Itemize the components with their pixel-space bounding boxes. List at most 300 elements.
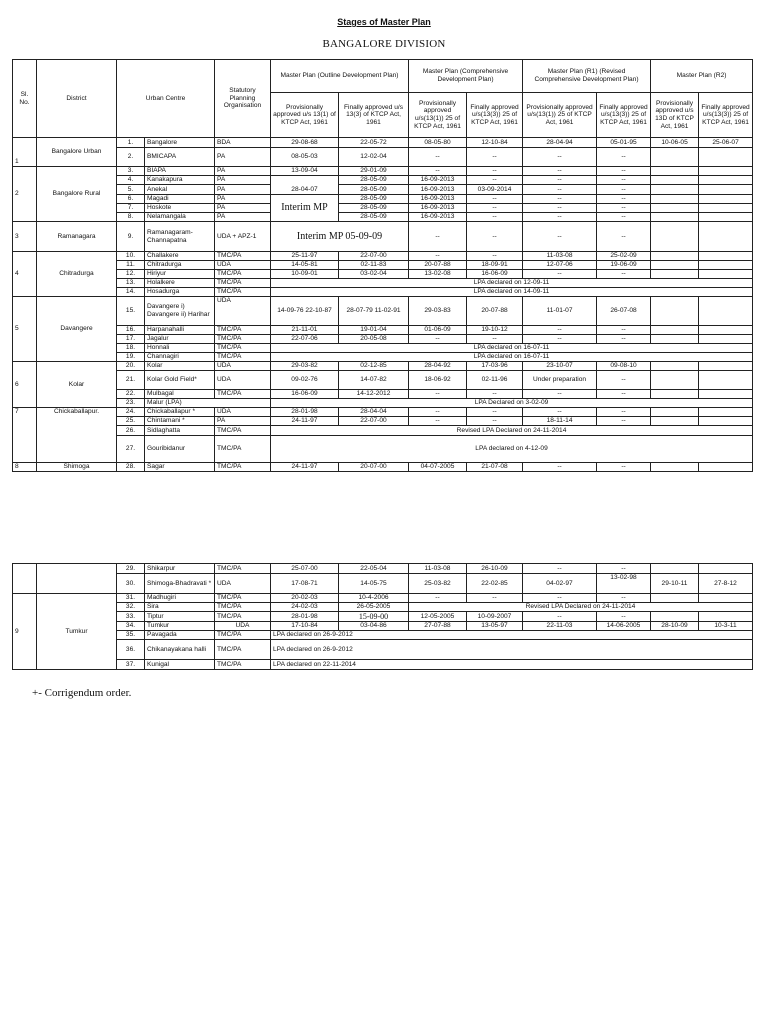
table-cell: 14-05-81 (271, 261, 339, 270)
table-cell (699, 195, 753, 204)
table-cell: -- (409, 417, 467, 426)
table-cell: TMC/PA (215, 344, 271, 353)
table-cell: 13. (117, 279, 145, 288)
table-row (13, 371, 753, 390)
table-cell: -- (409, 252, 467, 261)
table-cell: 03-04-86 (339, 622, 409, 631)
table-cell: 16-09-2013 (409, 204, 467, 213)
table-cell: TMC/PA (215, 353, 271, 362)
table-cell: -- (409, 390, 467, 399)
table-cell: 20. (117, 362, 145, 371)
table-cell: 35. (117, 631, 145, 640)
table-row (13, 564, 753, 574)
table-cell: 08-05-03 (271, 148, 339, 167)
lpa-note: LPA declared on 14-09-11 (271, 288, 753, 297)
table-cell: UDA (215, 362, 271, 371)
table-cell: TMC/PA (215, 279, 271, 288)
table-cell (651, 252, 699, 261)
table-cell: Nelamangala (145, 213, 215, 222)
table-cell: 04-07-2005 (409, 463, 467, 472)
header-mp-r2: Master Plan (R2) (651, 60, 753, 93)
table-cell (699, 335, 753, 344)
district-name: Chickaballapur. (37, 408, 117, 463)
table-cell: 29-10-11 (651, 574, 699, 594)
table-cell: 25-11-97 (271, 252, 339, 261)
table-cell: -- (523, 185, 597, 195)
table-cell (37, 564, 117, 594)
table-cell: 28-10-09 (651, 622, 699, 631)
table-cell: 27-8-12 (699, 574, 753, 594)
table-cell: 28-04-92 (409, 362, 467, 371)
table-cell (651, 297, 699, 326)
table-cell: 09-02-76 (271, 371, 339, 390)
table-cell: 16-06-09 (271, 390, 339, 399)
table-cell: 23. (117, 399, 145, 408)
table-cell: Kolar (145, 362, 215, 371)
table-cell: Bangalore (145, 138, 215, 148)
table-cell: 26-07-08 (597, 297, 651, 326)
table-cell (651, 213, 699, 222)
table-cell: TMC/PA (215, 288, 271, 297)
table-cell: -- (467, 408, 523, 417)
table-cell: Kunigal (145, 660, 215, 670)
table-cell: -- (597, 408, 651, 417)
lpa-note: LPA declared on 16-07-11 (271, 353, 753, 362)
table-cell: UDA (215, 574, 271, 594)
table-cell: TMC/PA (215, 640, 271, 660)
table-cell: Sira (145, 603, 215, 612)
header-urban-centre: Urban Centre (117, 60, 215, 138)
table-cell: 36. (117, 640, 145, 660)
table-cell: PA (215, 195, 271, 204)
table-cell: 20-07-00 (339, 463, 409, 472)
table-cell: Harpanahalli (145, 326, 215, 335)
table-cell: 12-07-06 (523, 261, 597, 270)
table-cell: 16-06-09 (467, 270, 523, 279)
table-row (13, 631, 753, 640)
table-row (13, 138, 753, 148)
table-row (13, 261, 753, 270)
table-cell: 27-07-88 (409, 622, 467, 631)
page-title: Stages of Master Plan (337, 17, 431, 27)
table-cell: 37. (117, 660, 145, 670)
table-cell: 6. (117, 195, 145, 204)
table-cell: Tiptur (145, 612, 215, 622)
table-cell: 22-07-00 (339, 417, 409, 426)
table-cell: 14-07-82 (339, 371, 409, 390)
table-cell (699, 270, 753, 279)
table-cell (699, 408, 753, 417)
table-cell: Hiriyur (145, 270, 215, 279)
table-cell (699, 213, 753, 222)
table-cell (651, 222, 699, 252)
table-cell: -- (467, 252, 523, 261)
table-row (13, 252, 753, 261)
division-heading: BANGALORE DIVISION (322, 38, 446, 50)
table-cell: PA (215, 204, 271, 213)
table-cell: -- (467, 167, 523, 176)
table-cell: 20-07-88 (409, 261, 467, 270)
table-cell: 22-07-06 (271, 335, 339, 344)
table-cell: 16-09-2013 (409, 213, 467, 222)
table-cell: 08-05-80 (409, 138, 467, 148)
table-cell: UDA + APZ-1 (215, 222, 271, 252)
table-row (13, 204, 753, 213)
table-cell: -- (523, 408, 597, 417)
table-cell (651, 167, 699, 176)
table-cell: -- (467, 213, 523, 222)
table-cell: 14. (117, 288, 145, 297)
table-cell: 18-09-91 (467, 261, 523, 270)
table-row (13, 176, 753, 185)
table-cell: 9. (117, 222, 145, 252)
table-cell: 22-07-00 (339, 252, 409, 261)
table-cell: -- (597, 612, 651, 622)
table-cell: -- (409, 222, 467, 252)
table-cell (651, 195, 699, 204)
table-cell: 29. (117, 564, 145, 574)
table-cell: 22. (117, 390, 145, 399)
table-cell (699, 371, 753, 390)
table-cell: PA (215, 176, 271, 185)
table-cell: Hosadurga (145, 288, 215, 297)
table-cell (651, 408, 699, 417)
table-cell: UDA (215, 622, 271, 631)
table-cell: Chitradurga (145, 261, 215, 270)
table-cell: BDA (215, 138, 271, 148)
table-cell: PA (215, 167, 271, 176)
table-cell: 13-05-97 (467, 622, 523, 631)
table-cell: 28-01-98 (271, 408, 339, 417)
table-cell (651, 371, 699, 390)
district-name: Tumkur (37, 594, 117, 670)
table-cell (651, 204, 699, 213)
district-name: Chitradurga (37, 252, 117, 297)
table-cell: 28-04-07 (271, 176, 339, 195)
table-cell: Jagalur (145, 335, 215, 344)
table-cell: 12-10-84 (467, 138, 523, 148)
table-cell (699, 185, 753, 195)
table-cell (699, 463, 753, 472)
table-cell: Pavagada (145, 631, 215, 640)
table-cell: TMC/PA (215, 564, 271, 574)
table-cell: Shikarpur (145, 564, 215, 574)
table-cell (651, 564, 699, 574)
table-cell: 16-09-2013 (409, 176, 467, 185)
table-cell: Ramanagaram-Channapatna (145, 222, 215, 252)
table-cell: 13-02-08 (409, 270, 467, 279)
table-row (13, 270, 753, 279)
table-cell: -- (597, 335, 651, 344)
table-cell: 19-10-12 (467, 326, 523, 335)
header-mp-cdp: Master Plan (Comprehensive Development Plan) (409, 60, 523, 93)
table-cell: 20-05-08 (339, 335, 409, 344)
district-name: Davangere (37, 297, 117, 362)
table-cell: 10-06-05 (651, 138, 699, 148)
table-cell: 33. (117, 612, 145, 622)
lpa-note: LPA declared on 4-12-09 (271, 436, 753, 463)
table-cell: 12-05-2005 (409, 612, 467, 622)
table-cell: -- (597, 417, 651, 426)
lpa-note: LPA Declared on 3-02-09 (271, 399, 753, 408)
table-cell: Gouribidanur (145, 436, 215, 463)
table-cell: 28-05-09 (339, 204, 409, 213)
table-cell: Malur (LPA) (145, 399, 271, 408)
table-cell: -- (597, 222, 651, 252)
table-cell: 29-01-09 (339, 167, 409, 176)
table-cell: 11-03-08 (523, 252, 597, 261)
table-row (13, 167, 753, 176)
table-cell: 34. (117, 622, 145, 631)
table-cell: 26-05-2005 (339, 603, 409, 612)
table-cell: 14-06-2005 (597, 622, 651, 631)
table-cell (699, 612, 753, 622)
table-cell: 20-07-88 (467, 297, 523, 326)
table-cell (651, 176, 699, 185)
table-cell: 03-09-2014 (467, 185, 523, 195)
table-cell (651, 362, 699, 371)
table-cell: 3. (117, 167, 145, 176)
table-cell: 18-11-14 (523, 417, 597, 426)
table-cell: 22-11-03 (523, 622, 597, 631)
table-cell: PA (215, 213, 271, 222)
table-cell: -- (523, 335, 597, 344)
table-row (13, 297, 753, 326)
table-cell (651, 270, 699, 279)
table-cell: -- (597, 594, 651, 603)
table-cell (699, 326, 753, 335)
header-r1-final: Finally approved u/s(13(3)) 25 of KTCP Act, 1961 (597, 93, 651, 138)
table-cell: TMC/PA (215, 335, 271, 344)
table-cell: 10-09-2007 (467, 612, 523, 622)
table-row (13, 436, 753, 463)
table-cell (13, 564, 37, 594)
table-cell (651, 612, 699, 622)
table-cell: UDA (215, 408, 271, 417)
table-cell: -- (597, 326, 651, 335)
table-row (13, 463, 753, 472)
table-cell: -- (597, 390, 651, 399)
table-cell: 13-02-98 (597, 574, 651, 594)
table-cell (699, 261, 753, 270)
table-cell: -- (467, 176, 523, 185)
table-cell: TMC/PA (215, 660, 271, 670)
table-cell: 22-05-72 (339, 138, 409, 148)
table-cell: Mulbagal (145, 390, 215, 399)
header-cdp-prov: Provisionally approved u/s(13(1)) 25 of KTCP Act, 1961 (409, 93, 467, 138)
table-cell: -- (523, 195, 597, 204)
table-cell: Sagar (145, 463, 215, 472)
header-mp-odp: Master Plan (Outline Development Plan) (271, 60, 409, 93)
table-cell: Chikanayakana halli (145, 640, 215, 660)
district-no: 1 (13, 138, 37, 167)
table-cell: -- (597, 185, 651, 195)
table-cell (699, 417, 753, 426)
table-row (13, 612, 753, 622)
table-cell: 16. (117, 326, 145, 335)
table-cell: 28-05-09 (339, 213, 409, 222)
table-cell: 04-02-97 (523, 574, 597, 594)
table-cell (699, 167, 753, 176)
table-cell: 29-03-82 (271, 362, 339, 371)
table-cell: 1. (117, 138, 145, 148)
table-cell: -- (409, 148, 467, 167)
lpa-note: Revised LPA Declared on 24-11-2014 (409, 603, 753, 612)
table-cell: 30. (117, 574, 145, 594)
table-cell: 19-01-04 (339, 326, 409, 335)
table-cell (651, 335, 699, 344)
table-cell: 25-02-09 (597, 252, 651, 261)
table-cell: Channagiri (145, 353, 215, 362)
table-cell (651, 390, 699, 399)
table-cell: -- (597, 270, 651, 279)
table-cell (651, 594, 699, 603)
table-cell: 15. (117, 297, 145, 326)
table-cell: 28. (117, 463, 145, 472)
table-cell: Magadi (145, 195, 215, 204)
table-cell: -- (467, 204, 523, 213)
table-cell: 25. (117, 417, 145, 426)
table-cell (699, 252, 753, 261)
table-cell: 29-08-68 (271, 138, 339, 148)
table-cell: 14-09-76 22-10-87 (271, 297, 339, 326)
table-cell: 01-06-09 (409, 326, 467, 335)
table-cell: Kanakapura (145, 176, 215, 185)
table-row (13, 603, 753, 612)
table-cell: 28-05-09 (339, 185, 409, 195)
table-row (13, 640, 753, 660)
district-no: 2 (13, 167, 37, 222)
table-cell: -- (597, 204, 651, 213)
table-cell: TMC/PA (215, 631, 271, 640)
table-cell: 02-11-96 (467, 371, 523, 390)
table-cell: 20-02-03 (271, 594, 339, 603)
table-row (13, 660, 753, 670)
table-cell: 25-06-07 (699, 138, 753, 148)
table-cell: Anekal (145, 185, 215, 195)
table-cell: 28-07-79 11-02-91 (339, 297, 409, 326)
table-cell (651, 261, 699, 270)
table-cell: -- (597, 213, 651, 222)
table-cell: 29-03-83 (409, 297, 467, 326)
table-cell (651, 417, 699, 426)
table-row (13, 362, 753, 371)
table-cell: 21. (117, 371, 145, 390)
table-cell: BMICAPA (145, 148, 215, 167)
table-cell: 14-05-75 (339, 574, 409, 594)
table-row (13, 222, 753, 252)
table-row (13, 574, 753, 594)
table-cell (651, 463, 699, 472)
table-row (13, 335, 753, 344)
district-name: Kolar (37, 362, 117, 408)
table-row (13, 594, 753, 603)
table-cell: Tumkur (145, 622, 215, 631)
table-cell: 24-11-97 (271, 417, 339, 426)
table-cell: Davangere i) Davangere ii) Harihar (145, 297, 215, 326)
table-cell: 7. (117, 204, 145, 213)
table-cell: 14-12-2012 (339, 390, 409, 399)
table-cell (699, 297, 753, 326)
table-cell: -- (523, 148, 597, 167)
table-cell: 19. (117, 353, 145, 362)
table-cell: -- (467, 390, 523, 399)
master-plan-table (12, 59, 753, 472)
table-row (13, 390, 753, 399)
table-cell: -- (597, 176, 651, 185)
table-cell: 17-08-71 (271, 574, 339, 594)
table-cell: 17-03-96 (467, 362, 523, 371)
table-cell: 21-07-08 (467, 463, 523, 472)
table-cell: 02-12-85 (339, 362, 409, 371)
table-cell: 25-03-82 (409, 574, 467, 594)
table-cell: BIAPA (145, 167, 215, 176)
lpa-note: LPA declared on 26-9-2012 (271, 631, 753, 640)
table-cell: 15-09-00 (339, 612, 409, 622)
table-cell: 8. (117, 213, 145, 222)
table-cell: -- (523, 270, 597, 279)
table-cell: 24-02-03 (271, 603, 339, 612)
table-cell: 2. (117, 148, 145, 167)
table-cell: -- (409, 594, 467, 603)
table-cell: Sidlaghatta (145, 426, 215, 436)
table-cell: TMC/PA (215, 612, 271, 622)
table-cell: UDA (215, 371, 271, 390)
table-cell: UDA (215, 261, 271, 270)
table-cell: -- (597, 463, 651, 472)
table-cell: 21-11-01 (271, 326, 339, 335)
table-cell (699, 204, 753, 213)
table-row (13, 426, 753, 436)
table-cell: 16-09-2013 (409, 195, 467, 204)
lpa-note: LPA declared on 12-09-11 (271, 279, 753, 288)
table-cell: Chickaballapur * (145, 408, 215, 417)
table-cell: 28-01-98 (271, 612, 339, 622)
table-cell (699, 390, 753, 399)
table-cell: PA (215, 148, 271, 167)
table-cell (699, 148, 753, 167)
header-r1-prov: Provisionally approved u/s(13(1)) 25 of KTCP Act, 1961 (523, 93, 597, 138)
table-cell: 03-02-04 (339, 270, 409, 279)
table-cell: 12. (117, 270, 145, 279)
table-cell: -- (597, 195, 651, 204)
table-cell: 5. (117, 185, 145, 195)
table-cell (699, 222, 753, 252)
table-cell: Holalkere (145, 279, 215, 288)
table-cell: 10. (117, 252, 145, 261)
table-cell: 18-06-92 (409, 371, 467, 390)
table-row (13, 279, 753, 288)
table-cell: 23-10-07 (523, 362, 597, 371)
table-cell: TMC/PA (215, 463, 271, 472)
table-cell: Kolar Gold Field* (145, 371, 215, 390)
lpa-note: LPA declared on 26-9-2012 (271, 640, 753, 660)
table-cell: -- (409, 167, 467, 176)
table-cell: 32. (117, 603, 145, 612)
table-row (13, 148, 753, 167)
table-cell: 25-07-00 (271, 564, 339, 574)
district-name: Ramanagara (37, 222, 117, 252)
table-cell: 24-11-97 (271, 463, 339, 472)
table-cell: PA (215, 185, 271, 195)
table-cell: 11-01-07 (523, 297, 597, 326)
header-r2-prov: Provisionally approved u/s 13D of KTCP Act, 1961 (651, 93, 699, 138)
table-cell: 05-01-95 (597, 138, 651, 148)
master-plan-table-continued (12, 563, 753, 670)
table-cell: -- (523, 213, 597, 222)
table-cell: TMC/PA (215, 390, 271, 399)
table-cell: -- (597, 167, 651, 176)
